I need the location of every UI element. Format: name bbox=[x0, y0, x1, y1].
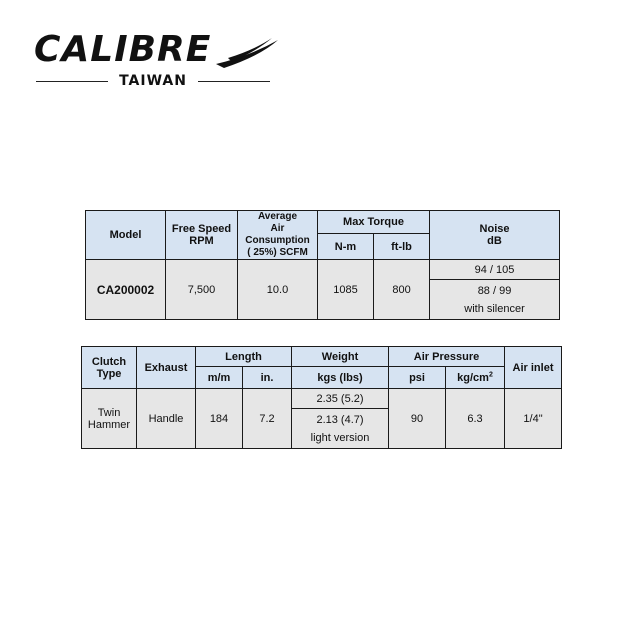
cell-torque-ftlb: 800 bbox=[374, 260, 430, 320]
cell-weight-light bbox=[292, 409, 389, 449]
subtitle-rule-right bbox=[198, 81, 270, 82]
cell-noise-silencer-note: with silencer bbox=[464, 302, 525, 315]
cell-clutch-type bbox=[82, 389, 137, 449]
cell-air-consumption: 10.0 bbox=[238, 260, 318, 320]
header-free-speed bbox=[166, 211, 238, 260]
cell-free-speed: 7,500 bbox=[166, 260, 238, 320]
cell-weight-standard: 2.35 (5.2) bbox=[292, 389, 389, 409]
spec-table-performance bbox=[85, 210, 560, 320]
cell-length-mm: 184 bbox=[196, 389, 243, 449]
cell-noise-standard: 94 / 105 bbox=[430, 260, 560, 280]
header-length: Length bbox=[196, 347, 292, 367]
header-weight-unit: kgs (lbs) bbox=[292, 367, 389, 389]
header-kgcm-superscript: 2 bbox=[488, 370, 493, 378]
header-noise-unit: dB bbox=[487, 235, 502, 247]
brand-subtitle bbox=[36, 72, 270, 90]
brand-logo bbox=[28, 28, 288, 92]
cell-model: CA200002 bbox=[86, 260, 166, 320]
header-free-speed-unit: RPM bbox=[189, 235, 214, 247]
header-length-in: in. bbox=[243, 367, 292, 389]
header-weight: Weight bbox=[292, 347, 389, 367]
header-noise-label: Noise bbox=[479, 223, 510, 235]
cell-weight-light-value: 2.13 (4.7) bbox=[316, 413, 364, 426]
header-max-torque: Max Torque bbox=[318, 211, 430, 234]
header-kgcm bbox=[446, 367, 505, 389]
header-air-inlet: Air inlet bbox=[505, 347, 562, 389]
header-torque-ftlb: ft-lb bbox=[374, 234, 430, 260]
cell-length-in: 7.2 bbox=[243, 389, 292, 449]
header-clutch-type bbox=[82, 347, 137, 389]
header-kgcm-label: kg/cm bbox=[457, 371, 489, 384]
cell-psi: 90 bbox=[389, 389, 446, 449]
header-torque-nm: N-m bbox=[318, 234, 374, 260]
header-psi: psi bbox=[389, 367, 446, 389]
brand-name: CALIBRE bbox=[34, 29, 212, 70]
header-noise bbox=[430, 211, 560, 260]
cell-exhaust: Handle bbox=[137, 389, 196, 449]
cell-torque-nm: 1085 bbox=[318, 260, 374, 320]
cell-weight-light-note: light version bbox=[310, 431, 370, 444]
header-model: Model bbox=[86, 211, 166, 260]
spec-table-physical bbox=[81, 346, 562, 449]
cell-noise-silencer-value: 88 / 99 bbox=[477, 284, 512, 297]
header-air-line3: ( 25%) SCFM bbox=[247, 247, 308, 258]
header-length-mm: m/m bbox=[196, 367, 243, 389]
header-clutch-line2: Type bbox=[96, 367, 122, 380]
cell-clutch-line2: Hammer bbox=[87, 418, 131, 431]
cell-noise-silencer bbox=[430, 280, 560, 320]
swoosh-icon bbox=[214, 34, 284, 68]
header-clutch-line1: Clutch bbox=[91, 355, 127, 368]
header-free-speed-label: Free Speed bbox=[171, 223, 232, 235]
brand-country: TAIWAN bbox=[119, 73, 187, 89]
header-air-line2: Air Consumption bbox=[245, 223, 310, 246]
cell-clutch-line1: Twin bbox=[97, 406, 121, 419]
header-air-pressure: Air Pressure bbox=[389, 347, 505, 367]
header-exhaust: Exhaust bbox=[137, 347, 196, 389]
header-air-consumption bbox=[238, 211, 318, 260]
cell-air-inlet: 1/4" bbox=[505, 389, 562, 449]
header-air-line1: Average bbox=[257, 211, 298, 222]
cell-kgcm: 6.3 bbox=[446, 389, 505, 449]
